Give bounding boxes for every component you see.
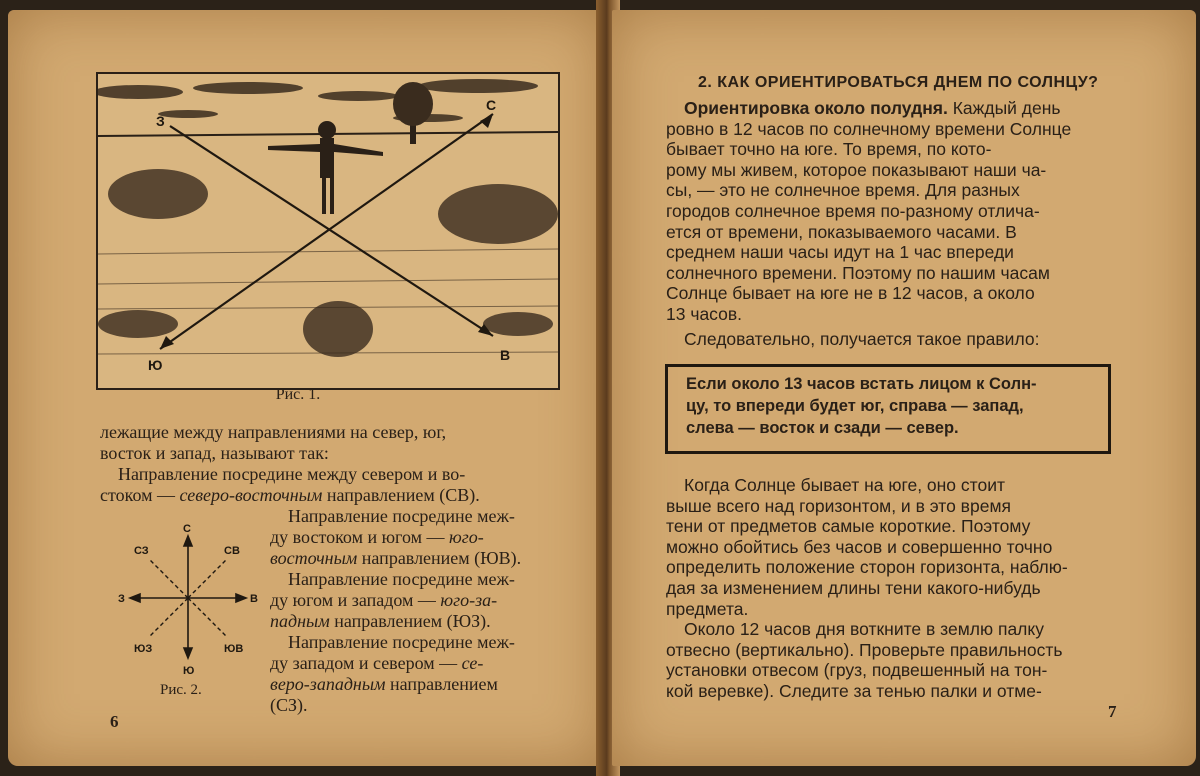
fig2-label-e: В [250,593,258,605]
direction-term: юго- [449,527,484,547]
fig1-label-n: С [486,97,497,113]
text-line: 13 часов. [666,304,743,324]
fig2-label-w: З [118,593,125,605]
text-fragment: Направление посредине меж- [288,506,515,526]
fig1-label-s: Ю [148,357,163,373]
paragraph-lead: Ориентировка около полудня. [684,98,948,118]
text-line: Следовательно, получается такое правило: [684,328,1040,349]
text-fragment: направлением (ЮЗ). [329,611,491,631]
text-line [270,653,483,674]
text-fragment: Направление посредине меж- [288,569,515,589]
text-line: Когда Солнце бывает на юге, оно стоит [684,475,1005,495]
text-line: можно обойтись без часов и совершенно точно [666,536,1053,557]
text-line [288,506,515,527]
text-line: ется от времени, показываемого часами. В [666,221,1017,242]
text-line: Солнце бывает на юге не в 12 часов, а около [666,283,1035,304]
section-heading: 2. КАК ОРИЕНТИРОВАТЬСЯ ДНЕМ ПО СОЛНЦУ? [698,74,1099,91]
text-line [270,590,497,611]
text-line: кой веревке). Следите за тенью палки и отме- [666,681,1042,701]
text-line: сы, — это не солнечное время. Для разных [666,180,1020,201]
fig2-label-nw: СЗ [134,545,149,557]
text-line: среднем наши часы идут на 1 час впереди [666,242,1014,263]
text-line: лежащие между направлениями на север, юг, [100,422,447,442]
text-fragment: (СЗ). [270,695,308,715]
text-line: городов солнечное время по-разному отлича- [666,201,1040,221]
text-line: дая за изменением длины тени какого-нибудь [666,578,1041,598]
text-line: ровно в 12 часов по солнечному времени Солнце [666,118,1072,139]
fig2-label-ne: СВ [224,545,240,557]
fig2-label-sw: ЮЗ [134,643,153,655]
text-line: рому мы живем, которое показывают наши ча- [666,159,1047,180]
text-line: Около 12 часов дня воткните в землю палку [684,619,1044,640]
fig2-label-se: ЮВ [224,643,244,655]
text-line [100,485,480,506]
figure-2-caption: Рис. 2. [160,682,202,698]
direction-term: юго-за- [440,590,498,610]
text-line: установки отвесом (груз, подвешенный на тон- [666,660,1048,681]
rule-line: цу, то впереди будет юг, справа — запад, [686,397,1024,415]
direction-term: се- [461,653,484,673]
text-line: солнечного времени. Поэтому по нашим часам [666,262,1050,283]
text-line: восток и запад, называют так: [100,443,329,463]
text-line: отвесно (вертикально). Проверьте правильность [666,639,1063,660]
landscape-drawing [98,74,558,388]
text-fragment: ду востоком и югом — [270,527,450,547]
text-line: предмета. [666,598,749,619]
text-fragment: направлением (ЮВ). [357,548,522,568]
text-line [288,569,515,590]
text-line: Направление посредине между севером и во- [118,464,466,484]
text-fragment: Каждый день [947,98,1061,118]
text-line [270,527,484,548]
text-line: выше всего над горизонтом, и в это время [666,495,1011,516]
text-line [270,611,491,632]
text-fragment: направлением (СВ). [322,485,480,505]
term-northeast: северо-восточным [179,485,323,505]
fig1-label-w: З [156,113,165,129]
fig2-label-n: С [183,523,191,535]
text-line [270,695,308,716]
text-fragment: ду западом и севером — [270,653,462,673]
figure-1-caption: Рис. 1. [275,386,321,403]
text-line [270,548,521,569]
text-line [288,632,515,653]
fig2-label-s: Ю [183,665,195,677]
text-fragment: Направление посредине меж- [288,632,515,652]
text-line [270,674,498,695]
text-line: бывает точно на юге. То время, по кото- [666,139,992,160]
text-line: тени от предметов самые короткие. Поэтому [666,516,1031,537]
rule-box [665,364,1111,454]
page-number-right: 7 [1108,702,1117,721]
page-number-left: 6 [110,712,119,731]
direction-term: восточным [270,548,358,568]
text-line: определить положение сторон горизонта, наблю- [666,557,1068,578]
figure-2-compass-rose [116,518,266,680]
rule-line: Если около 13 часов встать лицом к Солн- [686,375,1037,393]
rule-line: слева — восток и сзади — север. [686,419,959,437]
direction-term: падным [270,611,330,631]
fig1-label-e: В [500,347,511,363]
text-fragment: направлением [385,674,498,694]
direction-term: веро-западным [270,674,386,694]
compass-rose-drawing [116,518,266,680]
figure-1-illustration [96,72,560,390]
text-line [684,98,1061,119]
text-fragment: ду югом и западом — [270,590,441,610]
text-fragment: стоком — [100,485,180,505]
